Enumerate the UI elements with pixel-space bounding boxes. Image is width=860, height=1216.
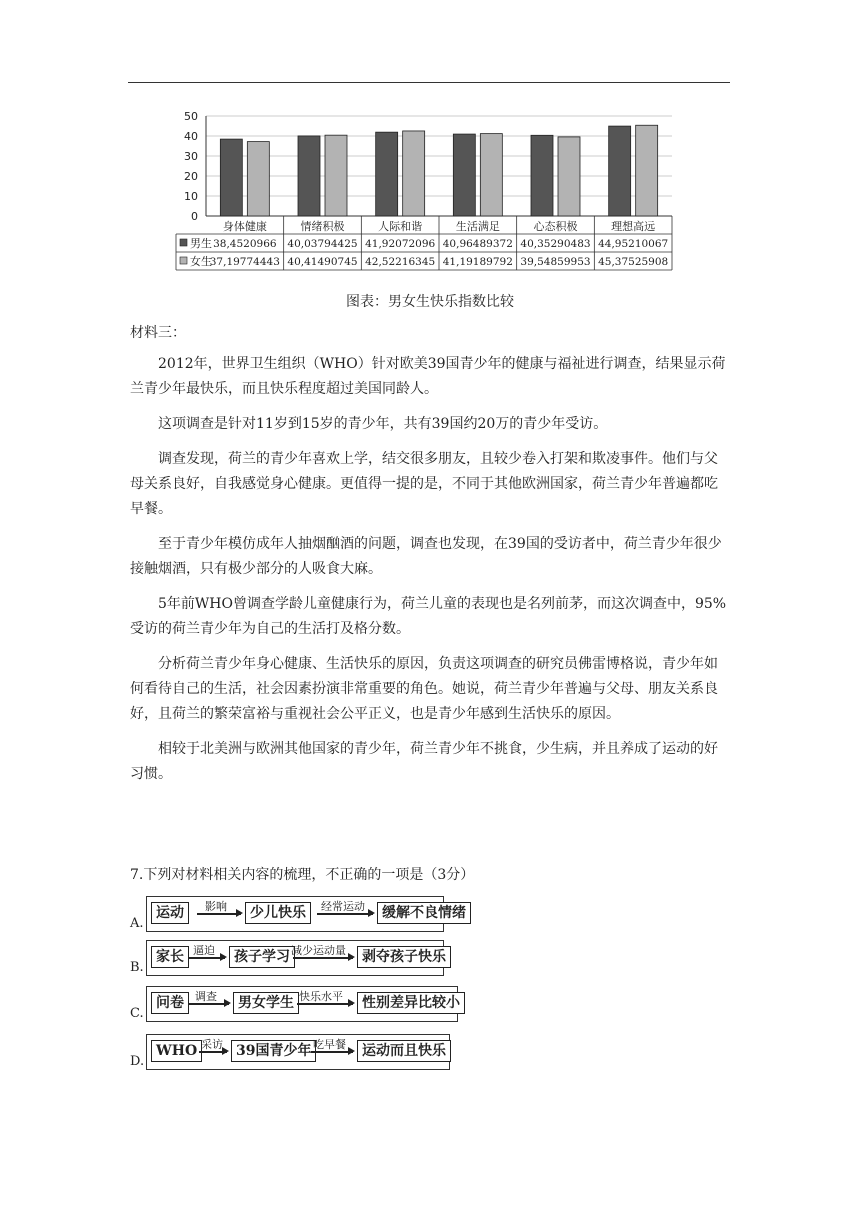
y-tick-label: 20 <box>184 170 198 183</box>
y-tick-label: 10 <box>184 190 198 203</box>
flow-box: 孩子学习 <box>229 946 295 968</box>
flow-arrow <box>197 900 241 915</box>
arrow-label: 采访 <box>201 1038 223 1051</box>
paragraph: 至于青少年模仿成年人抽烟酗酒的问题，调查也发现，在39国的受访者中，荷兰青少年很少接触烟酒，只有极少部分的人吸食大麻。 <box>130 536 722 577</box>
question-7: 7.下列对材料相关内容的梳理，不正确的一项是（3分） <box>130 867 475 883</box>
material-heading: 材料三： <box>130 325 186 341</box>
flow-box: 运动而且快乐 <box>357 1040 451 1062</box>
option-letter: D. <box>130 1054 145 1069</box>
data-label: 41,92072096 <box>365 238 436 250</box>
bar-女生-情绪积极 <box>325 135 347 216</box>
x-tick-label: 人际和谐 <box>378 220 423 233</box>
bar-男生-身体健康 <box>220 139 242 216</box>
data-label: 37,19774443 <box>209 256 280 268</box>
x-tick-label: 情绪积极 <box>300 220 345 233</box>
y-tick-label: 0 <box>191 210 198 223</box>
paragraph: 5年前WHO曾调查学龄儿童健康行为，荷兰儿童的表现也是名列前茅，而这次调查中，95%受访的荷兰青少年为自己的生活打及格分数。 <box>130 596 727 637</box>
data-label: 40,41490745 <box>287 256 358 268</box>
x-tick-label: 理想高远 <box>611 220 656 233</box>
flow-box: 男女学生 <box>233 992 299 1014</box>
arrow-label: 经常运动 <box>321 900 365 913</box>
flow-box: 运动 <box>151 902 189 924</box>
flow-arrow <box>199 1038 227 1053</box>
bar-女生-生活满足 <box>480 134 502 216</box>
data-label: 42,52216345 <box>365 256 436 268</box>
y-tick-label: 40 <box>184 130 198 143</box>
bar-女生-人际和谐 <box>403 131 425 216</box>
arrow-label: 调查 <box>195 990 217 1003</box>
option-letter: A. <box>130 916 144 931</box>
legend-label: 男生 <box>190 237 212 250</box>
happiness-bar-chart <box>170 106 690 272</box>
flow-box: 家长 <box>151 946 189 968</box>
flow-diagram <box>146 896 466 932</box>
paragraph: 相较于北美洲与欧洲其他国家的青少年，荷兰青少年不挑食，少生病，并且养成了运动的好习惯。 <box>130 741 718 782</box>
bar-男生-心态积极 <box>531 135 553 216</box>
flow-arrow <box>311 1038 353 1053</box>
chart-caption: 图表：男女生快乐指数比较 <box>346 294 514 310</box>
data-label: 40,96489372 <box>442 238 513 250</box>
flow-diagram <box>146 1034 450 1070</box>
arrow-label: 影响 <box>205 900 227 913</box>
flow-box: 问卷 <box>151 992 189 1014</box>
flow-arrow <box>317 900 373 915</box>
paragraph: 这项调查是针对11岁到15岁的青少年，共有39国约20万的青少年受访。 <box>158 416 608 432</box>
flow-box: WHO <box>151 1040 202 1062</box>
data-label: 40,35290483 <box>520 238 591 250</box>
bar-男生-生活满足 <box>453 134 475 216</box>
flow-box: 少儿快乐 <box>245 902 311 924</box>
flow-box: 缓解不良情绪 <box>377 902 471 924</box>
legend-label: 女生 <box>190 255 212 268</box>
paragraph: 2012年，世界卫生组织（WHO）针对欧美39国青少年的健康与福祉进行调查，结果显示荷兰青少年最快乐，而且快乐程度超过美国同龄人。 <box>130 356 726 397</box>
flow-arrow <box>189 944 225 959</box>
flow-box: 剥夺孩子快乐 <box>357 946 451 968</box>
option-letter: C. <box>130 1006 144 1021</box>
bar-女生-理想高远 <box>636 125 658 216</box>
flow-diagram <box>146 986 458 1022</box>
data-label: 38,4520966 <box>213 238 277 250</box>
bar-男生-人际和谐 <box>376 132 398 216</box>
flow-arrow <box>297 990 353 1005</box>
data-label: 40,03794425 <box>287 238 358 250</box>
bar-男生-情绪积极 <box>298 136 320 216</box>
data-label: 39,54859953 <box>520 256 591 268</box>
x-tick-label: 身体健康 <box>222 220 267 233</box>
y-tick-label: 50 <box>184 110 198 123</box>
material-body <box>130 352 730 797</box>
paragraph: 分析荷兰青少年身心健康、生活快乐的原因，负责这项调查的研究员佛雷博格说，青少年如何看待自己的生活，社会因素扮演非常重要的角色。她说，荷兰青少年普遍与父母、朋友关系良好，且荷兰的繁荣富裕与重视社会公平正义，也是青少年感到生活快乐的原因。 <box>130 656 718 722</box>
flow-arrow <box>291 944 353 959</box>
y-tick-label: 30 <box>184 150 198 163</box>
legend-swatch <box>180 257 187 264</box>
flow-diagram <box>146 940 444 976</box>
bar-男生-理想高远 <box>609 126 631 216</box>
legend-swatch <box>180 239 187 246</box>
paragraph: 调查发现，荷兰的青少年喜欢上学，结交很多朋友，且较少卷入打架和欺凌事件。他们与父母关系良好，自我感觉身心健康。更值得一提的是，不同于其他欧洲国家，荷兰青少年普遍都吃早餐。 <box>130 451 718 517</box>
x-tick-label: 心态积极 <box>533 220 578 233</box>
x-tick-label: 生活满足 <box>455 220 500 233</box>
option-letter: B. <box>130 960 144 975</box>
data-label: 41,19189792 <box>442 256 513 268</box>
arrow-label: 逼迫 <box>193 944 215 957</box>
data-label: 45,37525908 <box>598 256 669 268</box>
bar-女生-身体健康 <box>247 142 269 216</box>
data-label: 44,95210067 <box>598 238 669 250</box>
arrow-label: 减少运动量 <box>291 944 346 957</box>
flow-box: 性别差异比较小 <box>357 992 465 1014</box>
header-rule <box>128 82 730 83</box>
flow-arrow <box>189 990 229 1005</box>
bar-女生-心态积极 <box>558 137 580 216</box>
flow-box: 39国青少年 <box>231 1040 316 1062</box>
arrow-label: 快乐水平 <box>299 990 343 1003</box>
arrow-label: 吃早餐 <box>313 1038 346 1051</box>
